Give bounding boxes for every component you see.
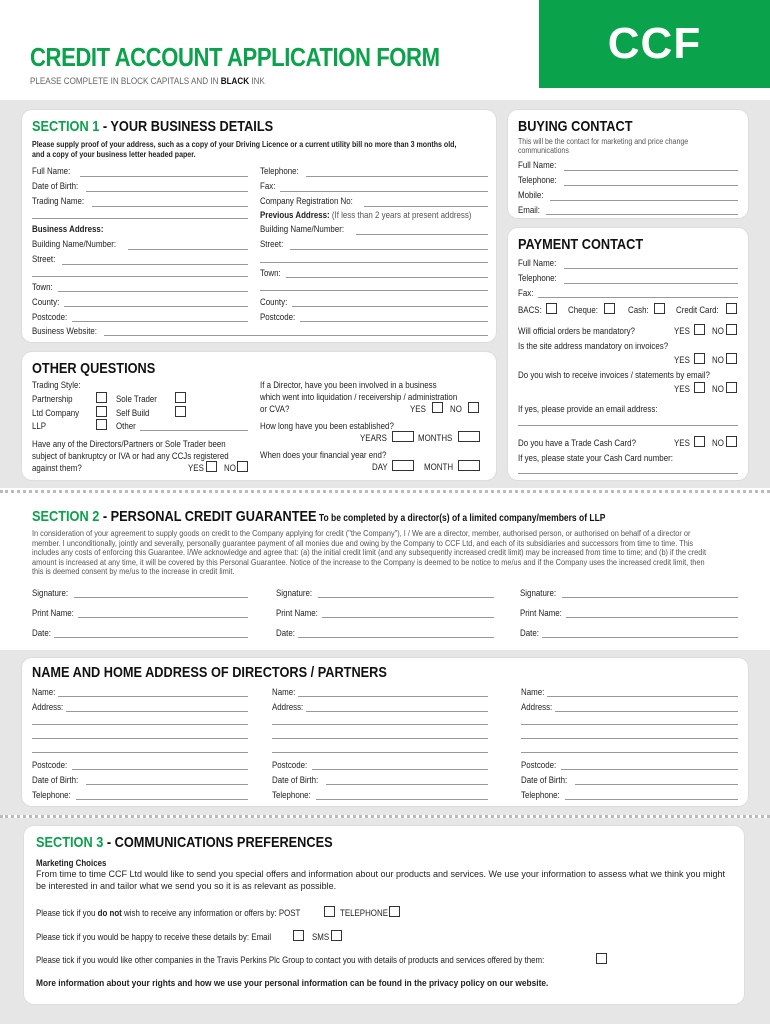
invoices-email-question: Do you wish to receive invoices / statements by email?: [518, 370, 710, 380]
dob-label: Date of Birth:: [32, 181, 79, 191]
director3-postcode-field[interactable]: [561, 769, 738, 770]
self-build-label: Self Build: [116, 408, 150, 418]
bacs-checkbox[interactable]: [546, 303, 557, 314]
group-contact-checkbox[interactable]: [596, 953, 607, 964]
date-field-2[interactable]: [298, 637, 494, 638]
bankrupt-yes-checkbox[interactable]: [206, 461, 217, 472]
print-name-label-3: Print Name:: [520, 608, 562, 618]
tick3-label: Please tick if you would like other companies in the Travis Perkins Plc Group to contact you with details of products and services offered by them:: [36, 955, 545, 965]
director2-telephone-field[interactable]: [316, 799, 488, 800]
director3-address-field[interactable]: [555, 711, 738, 712]
company-reg-field[interactable]: [364, 206, 488, 207]
buying-mobile-field[interactable]: [550, 200, 738, 201]
director1-address-line3[interactable]: [32, 738, 248, 739]
llp-checkbox[interactable]: [96, 419, 107, 430]
credit-card-checkbox[interactable]: [726, 303, 737, 314]
street-label: Street:: [32, 254, 56, 264]
signature-label-3: Signature:: [520, 588, 557, 598]
sms-checkbox[interactable]: [331, 930, 342, 941]
buying-telephone-label: Telephone:: [518, 175, 557, 185]
payment-fax-label: Fax:: [518, 288, 534, 298]
director1-name-field[interactable]: [58, 696, 248, 697]
director1-telephone-label: Telephone:: [32, 790, 71, 800]
ltd-checkbox[interactable]: [96, 406, 107, 417]
invoice-email-field[interactable]: [518, 425, 738, 426]
months-label: MONTHS: [418, 433, 453, 443]
director1-address-label: Address:: [32, 702, 64, 712]
website-field[interactable]: [104, 335, 488, 336]
director2-dob-field[interactable]: [326, 784, 488, 785]
buying-note: This will be the contact for marketing and price change: [518, 137, 689, 146]
business-address-label: Business Address:: [32, 224, 104, 234]
director1-address-field[interactable]: [66, 711, 248, 712]
street-field[interactable]: [62, 264, 248, 265]
prev-address-label: Previous Address: (If less than 2 years at present address): [260, 210, 472, 220]
director2-dob-label: Date of Birth:: [272, 775, 319, 785]
invoices-yes-checkbox[interactable]: [694, 382, 705, 393]
page-title: CREDIT ACCOUNT APPLICATION FORM: [30, 42, 440, 72]
cheque-checkbox[interactable]: [604, 303, 615, 314]
county-field[interactable]: [64, 306, 248, 307]
director3-address-label: Address:: [521, 702, 553, 712]
director1-name-label: Name:: [32, 687, 56, 697]
director3-name-field[interactable]: [547, 696, 738, 697]
director1-telephone-field[interactable]: [76, 799, 248, 800]
trading-style-label: Trading Style:: [32, 380, 81, 390]
director3-name-label: Name:: [521, 687, 545, 697]
invoices-yes-label: YES: [674, 384, 690, 394]
county-label: County:: [32, 297, 60, 307]
director3-postcode-label: Postcode:: [521, 760, 557, 770]
telephone-checkbox[interactable]: [389, 906, 400, 917]
signature-label-2: Signature:: [276, 588, 313, 598]
day-box[interactable]: [392, 460, 414, 471]
company-reg-label: Company Registration No:: [260, 196, 353, 206]
trading-name-field[interactable]: [92, 206, 248, 207]
buying-note2: communications: [518, 146, 569, 155]
post-checkbox[interactable]: [324, 906, 335, 917]
date-label-1: Date:: [32, 628, 51, 638]
months-box[interactable]: [458, 431, 480, 442]
day-label: DAY: [372, 462, 388, 472]
tick1-label: Please tick if you do not wish to receive any information or offers by: POST: [36, 908, 301, 918]
buying-full-name-field[interactable]: [564, 170, 738, 171]
sole-trader-label: Sole Trader: [116, 394, 157, 404]
dob-field[interactable]: [86, 191, 248, 192]
director3-dob-label: Date of Birth:: [521, 775, 568, 785]
email-address-label: If yes, please provide an email address:: [518, 404, 658, 414]
section2-heading: SECTION 2 - PERSONAL CREDIT GUARANTEE To be completed by a director(s) of a limited company/members of LLP: [32, 508, 606, 525]
director-question-1: If a Director, have you been involved in a business: [260, 380, 437, 390]
directors-heading: NAME AND HOME ADDRESS OF DIRECTORS / PARTNERS: [32, 664, 387, 681]
prev-street-field[interactable]: [290, 249, 488, 250]
director2-address-field[interactable]: [306, 711, 488, 712]
prev-postcode-label: Postcode:: [260, 312, 296, 322]
director2-address-label: Address:: [272, 702, 304, 712]
street-field-2[interactable]: [32, 276, 248, 277]
prev-street-label: Street:: [260, 239, 284, 249]
director1-dob-field[interactable]: [86, 784, 248, 785]
signature-field-1[interactable]: [74, 597, 248, 598]
established-question: How long have you been established?: [260, 421, 394, 431]
fax-field[interactable]: [280, 191, 488, 192]
building-field[interactable]: [128, 249, 248, 250]
section1-heading: SECTION 1 - YOUR BUSINESS DETAILS: [32, 118, 274, 135]
page-subtitle: PLEASE COMPLETE IN BLOCK CAPITALS AND IN BLACK INK: [30, 76, 265, 86]
orders-yes-label: YES: [674, 326, 690, 336]
prev-street-field-2[interactable]: [260, 262, 488, 263]
buying-email-field[interactable]: [546, 214, 738, 215]
trade-yes-label: YES: [674, 438, 690, 448]
divider: [0, 490, 770, 493]
bankrupt-question-1: Have any of the Directors/Partners or Sole Trader been: [32, 439, 226, 449]
month-label: MONTH: [424, 462, 454, 472]
bankrupt-yes-label: YES: [188, 463, 204, 473]
trade-no-label: NO: [712, 438, 724, 448]
date-label-2: Date:: [276, 628, 295, 638]
credit-card-label: Credit Card:: [676, 305, 719, 315]
marketing-choices-label: Marketing Choices: [36, 858, 107, 868]
prev-county-label: County:: [260, 297, 288, 307]
full-name-label: Full Name:: [32, 166, 71, 176]
invoices-no-checkbox[interactable]: [726, 382, 737, 393]
director2-address-line4[interactable]: [272, 752, 488, 753]
director3-telephone-field[interactable]: [565, 799, 738, 800]
print-name-field-3[interactable]: [566, 617, 738, 618]
cash-checkbox[interactable]: [654, 303, 665, 314]
director2-postcode-label: Postcode:: [272, 760, 308, 770]
bankrupt-no-label: NO: [224, 463, 236, 473]
divider-2: [0, 815, 770, 818]
bankrupt-question-3: against them?: [32, 463, 82, 473]
section1-note2: and a copy of your business letter headed paper.: [32, 150, 196, 159]
signature-field-2[interactable]: [318, 597, 494, 598]
postcode-field[interactable]: [72, 321, 248, 322]
cash-card-number-label: If yes, please state your Cash Card number:: [518, 453, 673, 463]
payment-telephone-label: Telephone:: [518, 273, 557, 283]
invoices-no-label: NO: [712, 384, 724, 394]
director3-telephone-label: Telephone:: [521, 790, 560, 800]
orders-no-label: NO: [712, 326, 724, 336]
print-name-label-1: Print Name:: [32, 608, 74, 618]
orders-yes-checkbox[interactable]: [694, 324, 705, 335]
payment-full-name-label: Full Name:: [518, 258, 557, 268]
signature-field-3[interactable]: [562, 597, 738, 598]
director1-postcode-label: Postcode:: [32, 760, 68, 770]
director3-address-line4[interactable]: [521, 752, 738, 753]
buying-full-name-label: Full Name:: [518, 160, 557, 170]
director1-postcode-field[interactable]: [72, 769, 248, 770]
section1-note: Please supply proof of your address, such as a copy of your Driving Licence or a current utility bill no more than 3 months old,: [32, 140, 457, 149]
bacs-label: BACS:: [518, 305, 542, 315]
print-name-field-2[interactable]: [322, 617, 494, 618]
other-label: Other: [116, 421, 136, 431]
site-no-label: NO: [712, 355, 724, 365]
director-yes-checkbox[interactable]: [432, 402, 443, 413]
director-yes-label: YES: [410, 404, 426, 414]
other-questions-heading: OTHER QUESTIONS: [32, 360, 156, 377]
ltd-label: Ltd Company: [32, 408, 80, 418]
llp-label: LLP: [32, 421, 47, 431]
town-label: Town:: [32, 282, 53, 292]
buying-telephone-field[interactable]: [564, 185, 738, 186]
director-question-2: which went into liquidation / receivership / administration: [260, 392, 458, 402]
trade-card-question: Do you have a Trade Cash Card?: [518, 438, 636, 448]
prev-building-label: Building Name/Number:: [260, 224, 345, 234]
building-label: Building Name/Number:: [32, 239, 117, 249]
signature-label-1: Signature:: [32, 588, 69, 598]
prev-postcode-field[interactable]: [300, 321, 488, 322]
trading-name-label: Trading Name:: [32, 196, 85, 206]
years-label: YEARS: [360, 433, 387, 443]
trade-yes-checkbox[interactable]: [694, 436, 705, 447]
guarantee-text: In consideration of your agreement to supply goods on credit to the Company applying for credit ("the Company"), I / We are a director, member, authorised person, or authorised on behalf of a director or member. I unconditionally, jointly and severally, personally guarantee payment of all monies due and owing by the Company to CCF Ltd, and each of its subsidiaries and successors from time to time. This includes any costs of enforcing this Guarantee. I/We acknowledge and agree that: (a) the initial credit limit (and any subsequently increased credit limit) may be increased from time to time; and (b) if the credit amount is increased at any time, it will be covered by this Personal Guarantee. Notice of the increase to the Company is deemed to be notice to me/us and if the Company uses the increased credit limit, then this is deemed consent by me/us to the increase in credit limit.: [32, 529, 707, 577]
cash-card-number-field[interactable]: [518, 473, 738, 474]
tick2-label: Please tick if you would be happy to receive these details by: Email: [36, 932, 272, 942]
prev-county-field[interactable]: [292, 306, 488, 307]
date-label-3: Date:: [520, 628, 539, 638]
website-label: Business Website:: [32, 326, 98, 336]
payment-telephone-field[interactable]: [564, 283, 738, 284]
year-end-question: When does your financial year end?: [260, 450, 387, 460]
site-yes-checkbox[interactable]: [694, 353, 705, 364]
orders-no-checkbox[interactable]: [726, 324, 737, 335]
director2-telephone-label: Telephone:: [272, 790, 311, 800]
director3-dob-field[interactable]: [575, 784, 738, 785]
fax-label: Fax:: [260, 181, 276, 191]
date-field-3[interactable]: [542, 637, 738, 638]
site-yes-label: YES: [674, 355, 690, 365]
payment-full-name-field[interactable]: [564, 268, 738, 269]
trade-no-checkbox[interactable]: [726, 436, 737, 447]
payment-fax-field[interactable]: [538, 297, 738, 298]
director1-address-line4[interactable]: [32, 752, 248, 753]
director2-name-field[interactable]: [298, 696, 488, 697]
cash-label: Cash:: [628, 305, 649, 315]
privacy-footer: More information about your rights and how we use your personal information can be found in the privacy policy on our website.: [36, 978, 549, 989]
buying-email-label: Email:: [518, 205, 541, 215]
orders-mandatory-question: Will official orders be mandatory?: [518, 326, 635, 336]
payment-contact-heading: PAYMENT CONTACT: [518, 236, 644, 253]
director-no-label: NO: [450, 404, 462, 414]
director-no-checkbox[interactable]: [468, 402, 479, 413]
prev-town-label: Town:: [260, 268, 281, 278]
years-box[interactable]: [392, 431, 414, 442]
prev-town-field[interactable]: [286, 277, 488, 278]
director1-address-line2[interactable]: [32, 724, 248, 725]
telephone-pref-label: TELEPHONE: [340, 908, 388, 918]
director2-postcode-field[interactable]: [312, 769, 488, 770]
cheque-label: Cheque:: [568, 305, 598, 315]
other-field[interactable]: [140, 430, 248, 431]
trading-name-field-2[interactable]: [32, 218, 248, 219]
buying-mobile-label: Mobile:: [518, 190, 544, 200]
prev-building-field[interactable]: [356, 234, 488, 235]
bankrupt-no-checkbox[interactable]: [237, 461, 248, 472]
director2-address-line3[interactable]: [272, 738, 488, 739]
section3-heading: SECTION 3 - COMMUNICATIONS PREFERENCES: [36, 834, 333, 851]
self-build-checkbox[interactable]: [175, 406, 186, 417]
director3-address-line2[interactable]: [521, 724, 738, 725]
postcode-label: Postcode:: [32, 312, 68, 322]
director2-address-line2[interactable]: [272, 724, 488, 725]
site-no-checkbox[interactable]: [726, 353, 737, 364]
print-name-label-2: Print Name:: [276, 608, 318, 618]
telephone-field[interactable]: [306, 176, 488, 177]
date-field-1[interactable]: [54, 637, 248, 638]
full-name-field[interactable]: [80, 176, 248, 177]
partnership-checkbox[interactable]: [96, 392, 107, 403]
marketing-text: From time to time CCF Ltd would like to send you special offers and information about our products and services. We use your information to assess what we think you might be interested in and tailor what we send you so it is as relevant as possible.: [36, 869, 725, 891]
prev-town-field-2[interactable]: [260, 290, 488, 291]
buying-contact-heading: BUYING CONTACT: [518, 118, 633, 135]
ccf-logo: CCF: [539, 0, 770, 88]
director-question-3: or CVA?: [260, 404, 290, 414]
email-checkbox[interactable]: [293, 930, 304, 941]
month-box[interactable]: [458, 460, 480, 471]
site-mandatory-question: Is the site address mandatory on invoices?: [518, 341, 669, 351]
sms-label: SMS: [312, 932, 330, 942]
sole-trader-checkbox[interactable]: [175, 392, 186, 403]
town-field[interactable]: [58, 291, 248, 292]
director2-name-label: Name:: [272, 687, 296, 697]
bankrupt-question-2: subject of bankruptcy or IVA or had any CCJs registered: [32, 451, 229, 461]
director1-dob-label: Date of Birth:: [32, 775, 79, 785]
print-name-field-1[interactable]: [78, 617, 248, 618]
telephone-label: Telephone:: [260, 166, 299, 176]
partnership-label: Partnership: [32, 394, 73, 404]
director3-address-line3[interactable]: [521, 738, 738, 739]
